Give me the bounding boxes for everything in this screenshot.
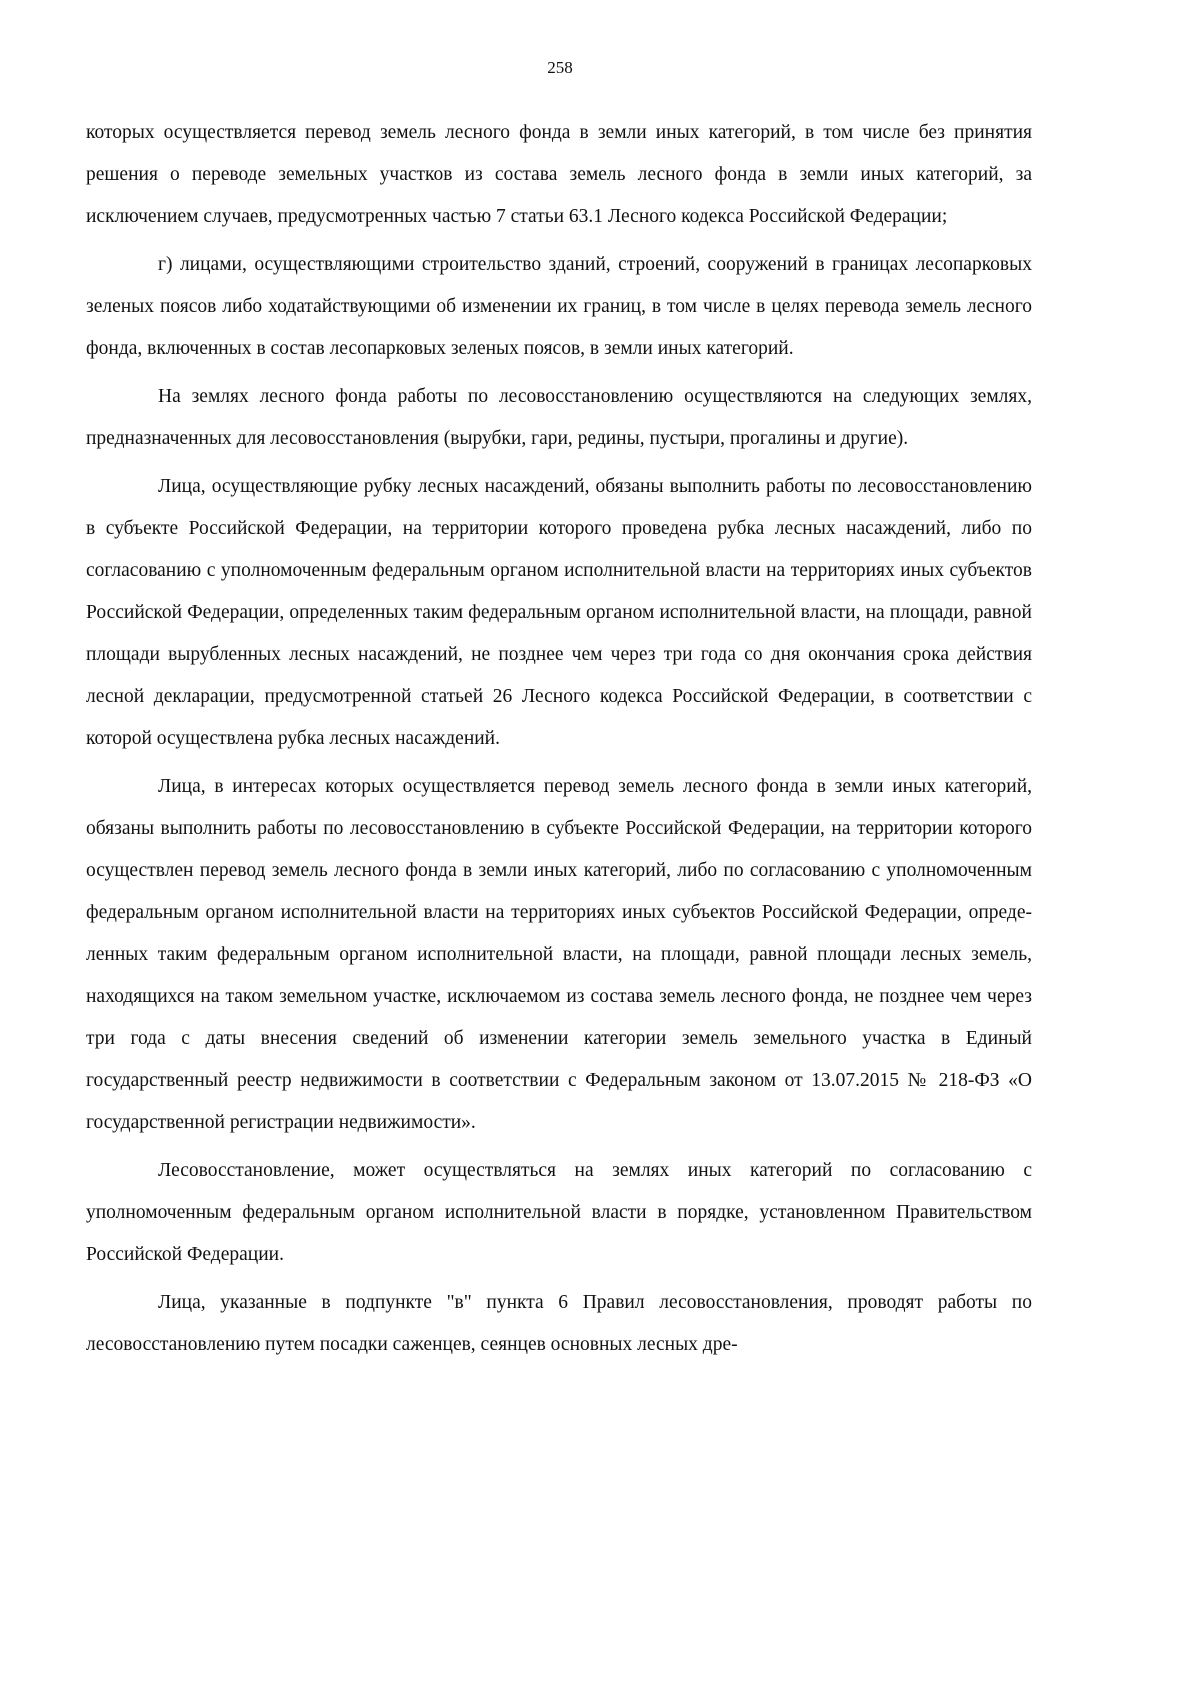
paragraph-forest-fund-lands: На землях лесного фонда работы по лесовосстановлению осуществляются на следующих землях, предназначенных для лесовосстановления (вырубки, гари, редины, пустыри, прогалины и другие).	[86, 386, 1032, 449]
paragraph-subitem-v-persons: Лица, указанные в подпункте "в" пункта 6 Правил лесовосстановления, проводят работы по лесовосстановлению путем посадки саженцев, сеянцев основных лесных дре-	[86, 1292, 1032, 1355]
paragraph-subitem-g: г) лицами, осуществляющими строительство зданий, строений, сооружений в границах лесопарковых зеленых поясов либо ходатайствующими об изменении их границ, в том числе в целях перевода земель лесного фонда, включенных в состав лесопарковых зеленых поясов, в земли иных категорий.	[86, 254, 1032, 359]
page-number: 258	[547, 58, 573, 77]
paragraph-logging-persons: Лица, осуществляющие рубку лесных насаждений, обязаны выполнить работы по лесовосстановлению в субъекте Российской Федерации, на территории которого проведена рубка лесных насаждений, либо по согласованию с уполномоченным федеральным органом исполнительной власти на территориях иных субъектов Российской Федерации, определенных таким федеральным органом исполнительной власти, на площади, равной площади вырубленных лесных насаждений, не позднее чем через три года со дня окончания срока действия лесной декларации, предусмотренной статьей 26 Лесного кодекса Российской Федерации, в соответствии с которой осуществлена рубка лесных насаждений.	[86, 476, 1032, 749]
paragraph-continuation: которых осуществляется перевод земель лесного фонда в земли иных категорий, в том числе без принятия решения о переводе земельных участков из состава земель лесного фонда в земли иных категорий, за исключением случаев, предусмотренных частью 7 статьи 63.1 Лесного кодекса Российской Федерации;	[86, 122, 1032, 227]
paragraph-land-transfer-persons: Лица, в интересах которых осуществляется перевод земель лесного фонда в земли иных категорий, обязаны выполнить работы по лесовосстановлению в субъекте Российской Федерации, на территории которого осуществлен перевод земель лесного фонда в земли иных категорий, либо по согласованию с уполномоченным федеральным органом исполнительной власти на территориях иных субъектов Российской Федерации, определенных таким федеральным органом исполнительной власти, на площади, равной площади лесных земель, находящихся на таком земельном участке, исключаемом из состава земель лесного фонда, не позднее чем через три года с даты внесения сведений об изменении категории земель земельного участка в Единый государственный реестр недвижимости в соответствии с Федеральным законом от 13.07.2015 № 218-ФЗ «О государственной регистрации недвижимости».	[86, 776, 1032, 1133]
document-body	[86, 112, 1032, 1372]
paragraph-other-categories: Лесовосстановление, может осуществляться на землях иных категорий по согласованию с уполномоченным федеральным органом исполнительной власти в порядке, установленном Правительством Российской Федерации.	[86, 1160, 1032, 1265]
